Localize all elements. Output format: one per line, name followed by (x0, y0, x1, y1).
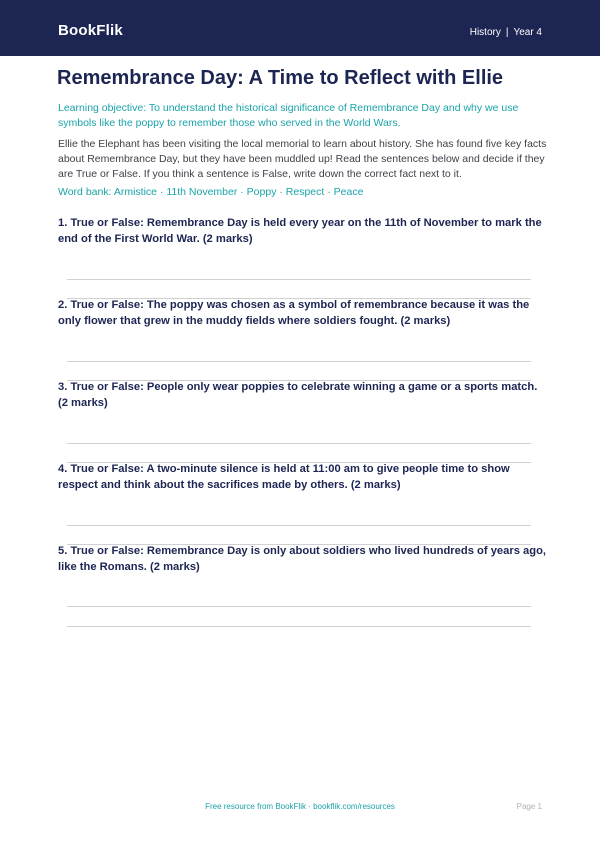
question-3: 3. True or False: People only wear poppies to celebrate winning a game or a sports match. (2 marks) (58, 381, 538, 409)
answer-line-3[interactable] (67, 443, 531, 444)
answer-line-2[interactable] (67, 361, 531, 362)
answer-line-4[interactable] (67, 525, 531, 526)
question-5: 5. True or False: Remembrance Day is only about soldiers who lived hundreds of years ago, like the Romans. (2 marks) (58, 545, 547, 573)
page-number: Page 1 (516, 802, 542, 811)
word-bank: Word bank: Armistice · 11th November · Poppy · Respect · Peace (58, 186, 364, 198)
page-title: Remembrance Day: A Time to Reflect with Ellie (57, 67, 504, 89)
learning-objective: Learning objective: To understand the historical significance of Remembrance Day and why we use symbols like the poppy to remember those who served in the World Wars. (58, 102, 519, 129)
question-2: 2. True or False: The poppy was chosen as a symbol of remembrance because it was the only flower that grew in the muddy fields where soldiers fought. (2 marks) (58, 299, 530, 327)
answer-line-5b[interactable] (67, 626, 531, 627)
subject-label: History (469, 27, 501, 38)
answer-line-5[interactable] (67, 606, 531, 607)
intro-paragraph: Ellie the Elephant has been visiting the local memorial to learn about history. She has found five key facts about Remembrance Day, but they have been muddled up! Read the sentences below and decide if they are True or False. If you think a sentence is False, write down the correct fact next to it. (58, 138, 547, 180)
brand-logo[interactable]: BookFlik (58, 22, 123, 39)
header-meta (470, 27, 542, 38)
year-label: Year 4 (513, 27, 542, 38)
question-1: 1. True or False: Remembrance Day is held every year on the 11th of November to mark the end of the First World War. (2 marks) (58, 217, 542, 245)
page-header (0, 0, 600, 56)
meta-separator: | (505, 27, 509, 38)
footer-link[interactable]: Free resource from BookFlik · bookflik.com/resources (205, 802, 395, 811)
question-4: 4. True or False: A two-minute silence is held at 11:00 am to give people time to show respect and think about the sacrifices made by others. (2 marks) (58, 463, 510, 491)
answer-line-1[interactable] (67, 279, 531, 280)
